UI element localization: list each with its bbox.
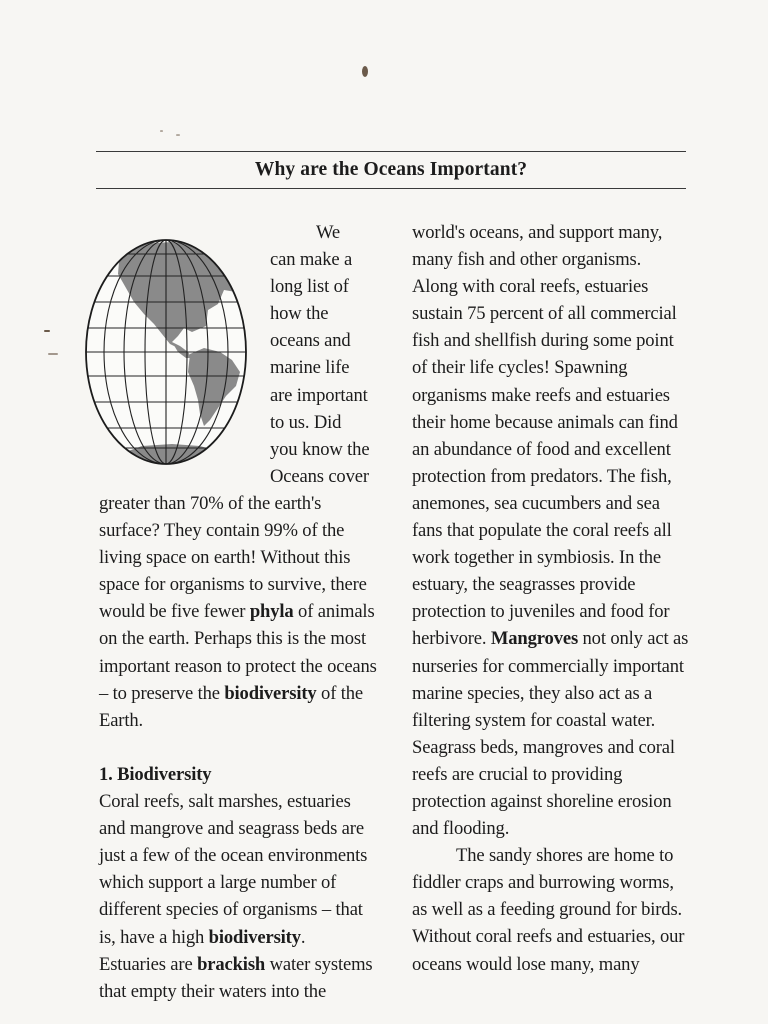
section-heading-biodiversity: 1. Biodiversity [99, 763, 212, 785]
text-line: on the earth. Perhaps this is the most [99, 628, 366, 650]
text-line: sustain 75 percent of all commercial [412, 303, 677, 325]
text-line: Seagrass beds, mangroves and coral [412, 736, 675, 758]
text-line: different species of organisms – that [99, 899, 363, 921]
text-line: Earth. [99, 709, 144, 731]
text-line: anemones, sea cucumbers and sea [412, 492, 660, 514]
text-line: an abundance of food and excellent [412, 438, 671, 460]
text-line: protection from predators. The fish, [412, 465, 672, 487]
text-line: would be five fewer phyla of animals [99, 601, 375, 623]
text-line: important reason to protect the oceans [99, 655, 377, 677]
text-line: oceans would lose many, many [412, 953, 640, 975]
scan-speck [44, 330, 50, 332]
text-line: greater than 70% of the earth's [99, 493, 322, 514]
term-biodiversity: biodiversity [208, 926, 301, 948]
text-line: just a few of the ocean environments [99, 845, 368, 867]
text-line: protection to juveniles and food for [412, 601, 670, 623]
text-line: reefs are crucial to providing [412, 763, 623, 785]
text-line: marine life [270, 357, 350, 379]
text-line: how the [270, 303, 329, 325]
text-line: Oceans cover [270, 465, 369, 487]
page-title: Why are the Oceans Important? [254, 159, 528, 180]
text-line: fiddler craps and burrowing worms, [412, 872, 674, 894]
intro-wrap-text [270, 219, 369, 490]
text-line: you know the [270, 438, 370, 460]
text-line: fish and shellfish during some point [412, 330, 674, 352]
text-line: can make a [270, 249, 353, 271]
term-phyla: phyla [249, 601, 294, 623]
scan-speck [362, 66, 368, 77]
text-line: living space on earth! Without this [99, 547, 351, 569]
text-line: and flooding. [412, 818, 510, 840]
text-line: Along with coral reefs, estuaries [412, 276, 649, 298]
text-line: marine species, they also act as a [412, 682, 653, 704]
scan-speck [176, 134, 180, 136]
text-line: which support a large number of [99, 872, 337, 894]
text-line: space for organisms to survive, there [99, 574, 367, 596]
text-line: many fish and other organisms. [412, 249, 642, 271]
text-line: of their life cycles! Spawning [412, 357, 628, 379]
text-line: protection against shoreline erosion [412, 790, 672, 812]
right-column [412, 219, 688, 978]
text-line: that empty their waters into the [99, 980, 327, 1002]
text-line: – to preserve the biodiversity of the [99, 682, 364, 704]
text-line: surface? They contain 99% of the [99, 520, 345, 542]
header-bottom-rule [96, 188, 686, 189]
text-line: work together in symbiosis. In the [412, 547, 661, 569]
scan-speck [48, 353, 58, 355]
text-line: and mangrove and seagrass beds are [99, 818, 364, 840]
text-line: filtering system for coastal water. [412, 709, 656, 731]
globe-icon [80, 236, 256, 468]
text-line: is, have a high biodiversity. [99, 926, 306, 948]
text-line: Estuaries are brackish water systems [99, 953, 373, 975]
text-line: The sandy shores are home to [456, 845, 674, 867]
text-line: Coral reefs, salt marshes, estuaries [99, 791, 351, 813]
text-line: long list of [270, 276, 349, 298]
text-line: are important [270, 384, 368, 406]
text-line: estuary, the seagrasses provide [412, 574, 636, 596]
text-line: We [316, 222, 341, 243]
text-line: world's oceans, and support many, [412, 222, 663, 243]
text-line: their home because animals can find [412, 411, 678, 433]
text-line: organisms make reefs and estuaries [412, 384, 670, 406]
term-mangroves: Mangroves [490, 628, 579, 650]
text-line: herbivore. Mangroves not only act as [412, 628, 689, 650]
header-top-rule [96, 151, 686, 152]
term-biodiversity: biodiversity [224, 682, 317, 704]
text-line: as well as a feeding ground for birds. [412, 899, 683, 921]
left-column [99, 490, 377, 1005]
text-line: Without coral reefs and estuaries, our [412, 926, 685, 948]
term-brackish: brackish [197, 953, 266, 975]
text-line: oceans and [270, 330, 351, 352]
text-line: to us. Did [270, 411, 342, 433]
text-line: fans that populate the coral reefs all [412, 520, 672, 542]
text-line: nurseries for commercially important [412, 655, 684, 677]
scan-speck [160, 130, 163, 132]
